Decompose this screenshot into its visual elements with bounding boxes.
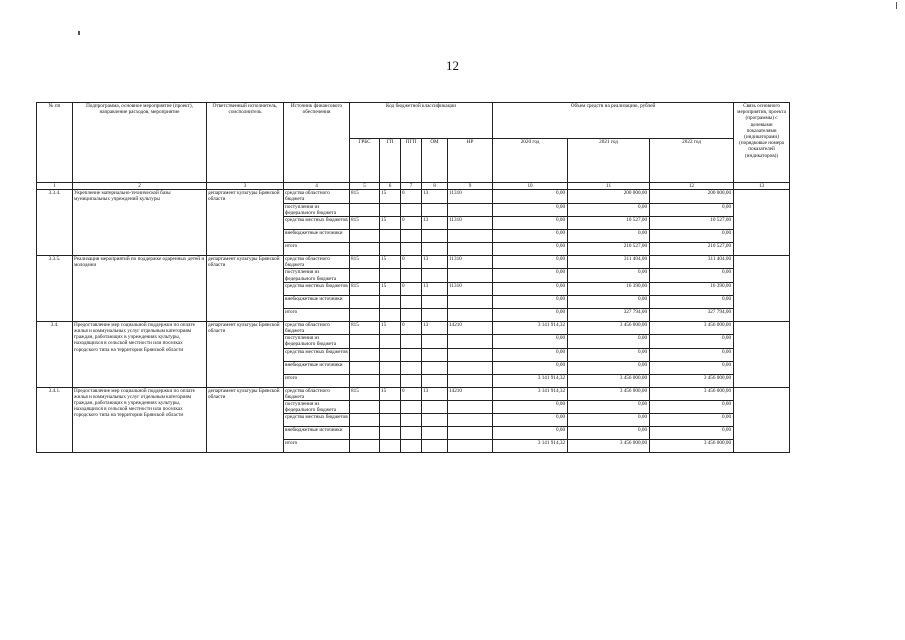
code-grbs xyxy=(350,230,380,243)
code-om xyxy=(422,203,448,216)
code-om xyxy=(422,230,448,243)
value-2021: 327 794,00 xyxy=(568,308,650,321)
code-nr: 11310 xyxy=(448,256,493,269)
code-pgp xyxy=(401,230,422,243)
code-nr: 11310 xyxy=(448,217,493,230)
code-nr xyxy=(448,308,493,321)
code-nr: 14210 xyxy=(448,387,493,400)
code-om xyxy=(422,427,448,440)
source-label: средства местных бюджетов xyxy=(284,414,350,427)
activity-name: Предоставление мер социальной поддержки по оплате жилья и коммунальных услуг отдельным категориям граждан, работающих в учреждениях культуры, находящихся в сельской местности или поселках городского типа на территории Брянской области xyxy=(73,387,207,453)
scan-mark xyxy=(896,2,897,9)
value-2021: 200 000,00 xyxy=(568,190,650,203)
column-number: 3 xyxy=(207,183,284,190)
source-label: внебюджетные источники xyxy=(284,361,350,374)
code-gp xyxy=(380,361,401,374)
row-number: 3.4.1. xyxy=(37,387,73,453)
code-om: 13 xyxy=(422,321,448,334)
sub-pgp-header: ПГП xyxy=(401,139,422,183)
row-number: 3.4. xyxy=(37,321,73,387)
value-2022: 0,00 xyxy=(650,335,734,348)
col-volume-header: Объем средств на реализацию, рублей xyxy=(493,103,734,139)
code-om xyxy=(422,269,448,282)
code-nr xyxy=(448,243,493,256)
code-gp: 15 xyxy=(380,321,401,334)
source-label: итого xyxy=(284,243,350,256)
code-om xyxy=(422,348,448,361)
source-label: поступления из федерального бюджета xyxy=(284,401,350,414)
code-grbs xyxy=(350,361,380,374)
code-pgp: 0 xyxy=(401,282,422,295)
source-label: средства областного бюджета xyxy=(284,387,350,400)
value-2020: 0,00 xyxy=(493,401,568,414)
value-2022: 200 000,00 xyxy=(650,190,734,203)
code-gp xyxy=(380,374,401,387)
row-number: 3.3.4. xyxy=(37,190,73,256)
col-link-header: Связь основного мероприятия, проекта (программы) с целевыми показателями (индикаторами) (порядковые номера показателей (индикаторов)) xyxy=(734,103,790,183)
source-label: поступления из федерального бюджета xyxy=(284,269,350,282)
value-2021: 0,00 xyxy=(568,348,650,361)
code-pgp xyxy=(401,401,422,414)
indicator-link xyxy=(734,190,790,256)
value-2022: 0,00 xyxy=(650,348,734,361)
col-budget-code-header: Код бюджетной классификации xyxy=(350,103,493,139)
sub-gp-header: ГП xyxy=(380,139,401,183)
code-om xyxy=(422,401,448,414)
code-nr xyxy=(448,401,493,414)
code-grbs xyxy=(350,335,380,348)
code-nr xyxy=(448,269,493,282)
table-row xyxy=(37,256,790,269)
code-pgp xyxy=(401,427,422,440)
source-label: средства местных бюджетов xyxy=(284,348,350,361)
column-number: 6 xyxy=(380,183,401,190)
table-body xyxy=(37,190,790,453)
value-2021: 0,00 xyxy=(568,230,650,243)
activity-name: Укрепление материально-технической базы муниципальных учреждений культуры xyxy=(73,190,207,256)
value-2022: 10 527,00 xyxy=(650,217,734,230)
column-number: 7 xyxy=(401,183,422,190)
activity-name: Реализация мероприятий по поддержке одаренных детей и молодежи xyxy=(73,256,207,322)
code-pgp xyxy=(401,203,422,216)
code-om xyxy=(422,308,448,321)
value-2021: 311 404,00 xyxy=(568,256,650,269)
value-2022: 0,00 xyxy=(650,203,734,216)
scan-mark xyxy=(78,31,80,35)
code-grbs xyxy=(350,440,380,453)
code-gp xyxy=(380,269,401,282)
table-row xyxy=(37,321,790,334)
code-nr xyxy=(448,361,493,374)
value-2020: 0,00 xyxy=(493,230,568,243)
code-pgp: 0 xyxy=(401,190,422,203)
value-2022: 3 456 000,00 xyxy=(650,387,734,400)
value-2021: 3 456 000,00 xyxy=(568,321,650,334)
code-grbs xyxy=(350,269,380,282)
code-nr xyxy=(448,295,493,308)
value-2021: 0,00 xyxy=(568,427,650,440)
code-pgp xyxy=(401,295,422,308)
value-2020: 3 141 914,32 xyxy=(493,440,568,453)
code-om: 13 xyxy=(422,217,448,230)
value-2021: 0,00 xyxy=(568,335,650,348)
column-number-row xyxy=(37,183,790,190)
code-om: 13 xyxy=(422,387,448,400)
value-2020: 3 141 914,32 xyxy=(493,321,568,334)
code-nr xyxy=(448,335,493,348)
source-label: средства местных бюджетов xyxy=(284,282,350,295)
value-2022: 0,00 xyxy=(650,414,734,427)
value-2022: 0,00 xyxy=(650,361,734,374)
code-gp xyxy=(380,230,401,243)
value-2022: 327 794,00 xyxy=(650,308,734,321)
source-label: поступления из федерального бюджета xyxy=(284,335,350,348)
table-row xyxy=(37,190,790,203)
code-grbs: 815 xyxy=(350,190,380,203)
value-2020: 0,00 xyxy=(493,335,568,348)
value-2022: 0,00 xyxy=(650,269,734,282)
sub-om-header: ОМ xyxy=(422,139,448,183)
code-gp: 15 xyxy=(380,282,401,295)
code-grbs xyxy=(350,295,380,308)
code-gp xyxy=(380,335,401,348)
value-2021: 16 390,00 xyxy=(568,282,650,295)
code-nr: 11310 xyxy=(448,190,493,203)
source-label: внебюджетные источники xyxy=(284,427,350,440)
code-pgp: 0 xyxy=(401,217,422,230)
value-2020: 0,00 xyxy=(493,203,568,216)
value-2020: 0,00 xyxy=(493,282,568,295)
code-nr: 11310 xyxy=(448,282,493,295)
code-gp xyxy=(380,414,401,427)
column-number: 12 xyxy=(650,183,734,190)
value-2022: 0,00 xyxy=(650,230,734,243)
column-number: 5 xyxy=(350,183,380,190)
column-number: 4 xyxy=(284,183,350,190)
column-number: 8 xyxy=(422,183,448,190)
code-om xyxy=(422,295,448,308)
code-om: 13 xyxy=(422,256,448,269)
code-nr xyxy=(448,427,493,440)
executor-name: департамент культуры Брянской области xyxy=(207,321,284,387)
budget-table xyxy=(36,102,790,453)
value-2020: 0,00 xyxy=(493,414,568,427)
code-grbs: 815 xyxy=(350,321,380,334)
code-om xyxy=(422,361,448,374)
code-grbs xyxy=(350,427,380,440)
value-2020: 0,00 xyxy=(493,256,568,269)
code-pgp xyxy=(401,374,422,387)
code-grbs xyxy=(350,414,380,427)
code-grbs: 815 xyxy=(350,217,380,230)
value-2021: 0,00 xyxy=(568,414,650,427)
column-number: 2 xyxy=(73,183,207,190)
code-grbs xyxy=(350,243,380,256)
sub-y2021-header: 2021 год xyxy=(568,139,650,183)
code-grbs xyxy=(350,374,380,387)
value-2021: 3 456 000,00 xyxy=(568,374,650,387)
code-gp xyxy=(380,427,401,440)
table-row xyxy=(37,387,790,400)
code-om: 13 xyxy=(422,190,448,203)
column-number: 10 xyxy=(493,183,568,190)
code-grbs: 815 xyxy=(350,387,380,400)
value-2021: 210 527,00 xyxy=(568,243,650,256)
value-2022: 3 456 000,00 xyxy=(650,374,734,387)
value-2021: 3 456 000,00 xyxy=(568,387,650,400)
code-pgp: 0 xyxy=(401,387,422,400)
value-2021: 0,00 xyxy=(568,203,650,216)
value-2020: 0,00 xyxy=(493,348,568,361)
code-gp xyxy=(380,401,401,414)
code-grbs xyxy=(350,308,380,321)
value-2021: 0,00 xyxy=(568,295,650,308)
code-gp: 15 xyxy=(380,387,401,400)
code-nr xyxy=(448,440,493,453)
source-label: итого xyxy=(284,374,350,387)
code-gp xyxy=(380,295,401,308)
source-label: поступления из федерального бюджета xyxy=(284,203,350,216)
indicator-link xyxy=(734,256,790,322)
source-label: средства местных бюджетов xyxy=(284,217,350,230)
executor-name: департамент культуры Брянской области xyxy=(207,256,284,322)
value-2021: 3 456 000,00 xyxy=(568,440,650,453)
code-nr: 14210 xyxy=(448,321,493,334)
value-2022: 0,00 xyxy=(650,427,734,440)
column-number: 11 xyxy=(568,183,650,190)
code-om xyxy=(422,440,448,453)
code-gp xyxy=(380,203,401,216)
code-gp: 15 xyxy=(380,190,401,203)
source-label: итого xyxy=(284,440,350,453)
code-om xyxy=(422,414,448,427)
code-grbs: 815 xyxy=(350,256,380,269)
column-number: 1 xyxy=(37,183,73,190)
value-2020: 3 141 914,32 xyxy=(493,374,568,387)
code-nr xyxy=(448,348,493,361)
sub-y2022-header: 2022 год xyxy=(650,139,734,183)
value-2020: 0,00 xyxy=(493,427,568,440)
value-2022: 3 456 000,00 xyxy=(650,440,734,453)
code-pgp xyxy=(401,335,422,348)
code-nr xyxy=(448,414,493,427)
code-pgp xyxy=(401,361,422,374)
code-pgp: 0 xyxy=(401,321,422,334)
value-2022: 3 456 000,00 xyxy=(650,321,734,334)
value-2021: 10 527,00 xyxy=(568,217,650,230)
value-2020: 0,00 xyxy=(493,295,568,308)
code-pgp xyxy=(401,348,422,361)
sub-y2020-header: 2020 год xyxy=(493,139,568,183)
code-grbs xyxy=(350,401,380,414)
source-label: средства областного бюджета xyxy=(284,190,350,203)
value-2022: 16 390,00 xyxy=(650,282,734,295)
row-number: 3.3.5. xyxy=(37,256,73,322)
value-2021: 0,00 xyxy=(568,269,650,282)
column-number: 13 xyxy=(734,183,790,190)
code-pgp xyxy=(401,243,422,256)
code-gp xyxy=(380,440,401,453)
source-label: итого xyxy=(284,308,350,321)
sub-grbs-header: ГРБС xyxy=(350,139,380,183)
value-2020: 0,00 xyxy=(493,269,568,282)
code-grbs: 815 xyxy=(350,282,380,295)
value-2020: 3 141 914,32 xyxy=(493,387,568,400)
code-pgp xyxy=(401,269,422,282)
source-label: средства областного бюджета xyxy=(284,321,350,334)
code-gp xyxy=(380,243,401,256)
value-2020: 0,00 xyxy=(493,308,568,321)
code-nr xyxy=(448,374,493,387)
code-om xyxy=(422,335,448,348)
code-pgp: 0 xyxy=(401,256,422,269)
col-no-header: № пп xyxy=(37,103,73,183)
value-2021: 0,00 xyxy=(568,401,650,414)
value-2021: 0,00 xyxy=(568,361,650,374)
executor-name: департамент культуры Брянской области xyxy=(207,387,284,453)
col-source-header: Источник финансового обеспечения xyxy=(284,103,350,183)
value-2022: 0,00 xyxy=(650,295,734,308)
indicator-link xyxy=(734,387,790,453)
value-2022: 311 404,00 xyxy=(650,256,734,269)
value-2020: 0,00 xyxy=(493,361,568,374)
code-om: 13 xyxy=(422,282,448,295)
col-program-header: Подпрограмма, основное мероприятие (проект), направление расходов, мероприятие xyxy=(73,103,207,183)
code-gp: 15 xyxy=(380,217,401,230)
code-grbs xyxy=(350,203,380,216)
source-label: внебюджетные источники xyxy=(284,230,350,243)
code-gp xyxy=(380,348,401,361)
executor-name: департамент культуры Брянской области xyxy=(207,190,284,256)
code-om xyxy=(422,374,448,387)
source-label: средства областного бюджета xyxy=(284,256,350,269)
code-gp: 15 xyxy=(380,256,401,269)
code-nr xyxy=(448,203,493,216)
activity-name: Предоставление мер социальной поддержки по оплате жилья и коммунальных услуг отдельным категориям граждан, работающих в учреждениях культуры, находящихся в сельской местности или поселках городского типа на территории Брянской области xyxy=(73,321,207,387)
sub-nr-header: НР xyxy=(448,139,493,183)
value-2020: 0,00 xyxy=(493,217,568,230)
value-2022: 210 527,00 xyxy=(650,243,734,256)
value-2020: 0,00 xyxy=(493,190,568,203)
value-2022: 0,00 xyxy=(650,401,734,414)
table-header xyxy=(37,103,790,190)
source-label: внебюджетные источники xyxy=(284,295,350,308)
code-om xyxy=(422,243,448,256)
col-executor-header: Ответственный исполнитель, соисполнитель xyxy=(207,103,284,183)
column-number: 9 xyxy=(448,183,493,190)
code-grbs xyxy=(350,348,380,361)
code-pgp xyxy=(401,440,422,453)
code-nr xyxy=(448,230,493,243)
code-pgp xyxy=(401,414,422,427)
code-gp xyxy=(380,308,401,321)
code-pgp xyxy=(401,308,422,321)
indicator-link xyxy=(734,321,790,387)
value-2020: 0,00 xyxy=(493,243,568,256)
page-number: 12 xyxy=(446,58,459,73)
